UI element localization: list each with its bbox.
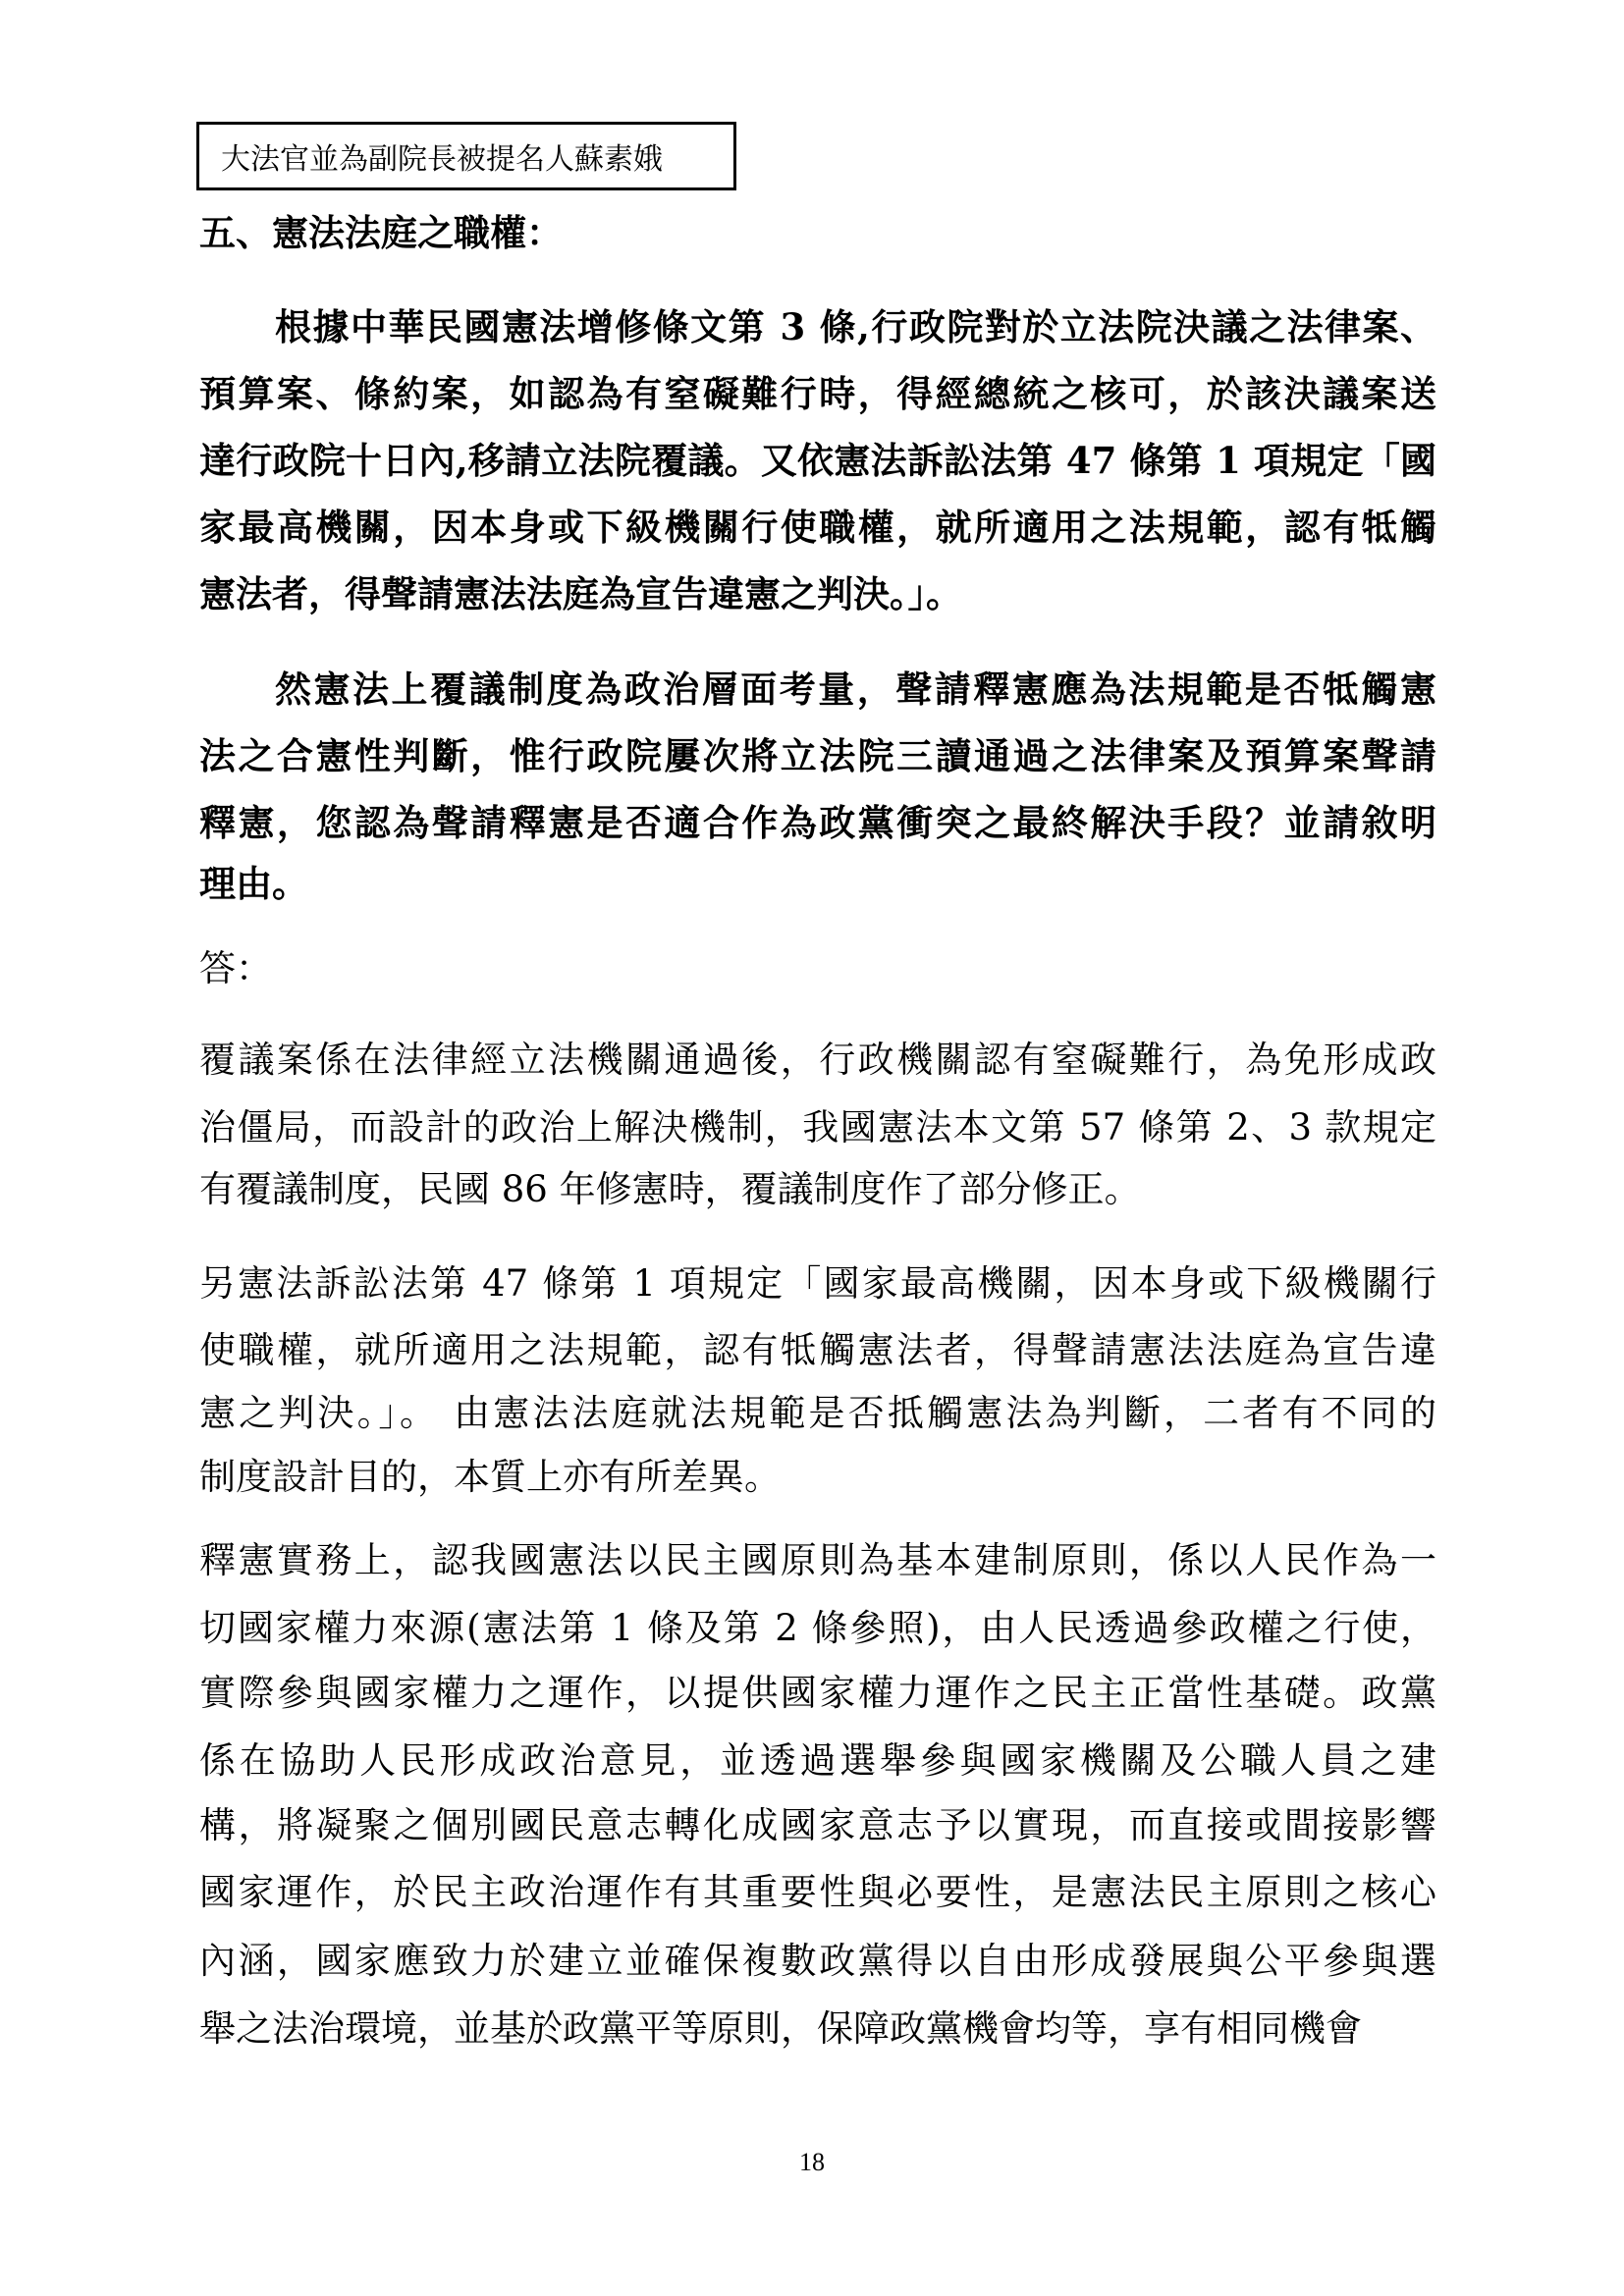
answer-line: 切國家權力來源(憲法第 1 條及第 2 條參照)，由人民透過參政權之行使， — [199, 1607, 1436, 1649]
question-line: 預算案、條約案，如認為有窒礙難行時，得經總統之核可，於該決議案送 — [199, 372, 1436, 415]
nominee-header-box — [196, 122, 736, 190]
question-line: 釋憲，您認為聲請釋憲是否適合作為政黨衝突之最終解決手段？並請敘明 — [199, 801, 1436, 844]
question-line: 然憲法上覆議制度為政治層面考量，聲請釋憲應為法規範是否牴觸憲 — [275, 667, 1436, 711]
page-number: 18 — [799, 2148, 825, 2176]
answer-line: 國家運作，於民主政治運作有其重要性與必要性，是憲法民主原則之核心 — [199, 1871, 1436, 1913]
answer-line: 構，將凝聚之個別國民意志轉化成國家意志予以實現，而直接或間接影響 — [199, 1804, 1436, 1846]
question-line: 憲法者，得聲請憲法法庭為宣告違憲之判決。」。 — [199, 572, 962, 615]
answer-line: 實際參與國家權力之運作，以提供國家權力運作之民主正當性基礎。政黨 — [199, 1672, 1436, 1714]
answer-line: 舉之法治環境，並基於政黨平等原則，保障政黨機會均等，享有相同機會 — [199, 2007, 1362, 2050]
answer-line: 治僵局，而設計的政治上解決機制，我國憲法本文第 57 條第 2、3 款規定 — [199, 1106, 1436, 1148]
question-line: 達行政院十日內,移請立法院覆議。又依憲法訴訟法第 47 條第 1 項規定「國 — [199, 439, 1436, 482]
nominee-header-text: 大法官並為副院長被提名人蘇素娥 — [221, 142, 663, 177]
question-line: 理由。 — [199, 862, 308, 905]
question-line: 法之合憲性判斷，惟行政院屢次將立法院三讀通過之法律案及預算案聲請 — [199, 734, 1436, 777]
answer-line: 另憲法訴訟法第 47 條第 1 項規定「國家最高機關，因本身或下級機關行 — [199, 1262, 1436, 1305]
answer-line: 覆議案係在法律經立法機關通過後，行政機關認有窒礙難行，為免形成政 — [199, 1039, 1436, 1081]
answer-line: 係在協助人民形成政治意見，並透過選舉參與國家機關及公職人員之建 — [199, 1739, 1436, 1782]
answer-label: 答： — [199, 947, 272, 989]
question-line: 家最高機關，因本身或下級機關行使職權，就所適用之法規範，認有牴觸 — [199, 506, 1436, 549]
answer-line: 使職權，就所適用之法規範，認有牴觸憲法者，得聲請憲法法庭為宣告違 — [199, 1329, 1436, 1371]
answer-line: 釋憲實務上，認我國憲法以民主國原則為基本建制原則，係以人民作為一 — [199, 1539, 1436, 1581]
question-line: 根據中華民國憲法增修條文第 3 條,行政院對於立法院決議之法律案、 — [275, 305, 1436, 348]
answer-line: 內涵，國家應致力於建立並確保複數政黨得以自由形成發展與公平參與選 — [199, 1940, 1436, 1982]
answer-line: 制度設計目的，本質上亦有所差異。 — [199, 1456, 781, 1498]
section-heading: 五、憲法法庭之職權： — [199, 211, 563, 254]
answer-line: 有覆議制度，民國 86 年修憲時，覆議制度作了部分修正。 — [199, 1168, 1141, 1210]
answer-line: 憲之判決。」。 由憲法法庭就法規範是否抵觸憲法為判斷，二者有不同的 — [199, 1392, 1436, 1434]
